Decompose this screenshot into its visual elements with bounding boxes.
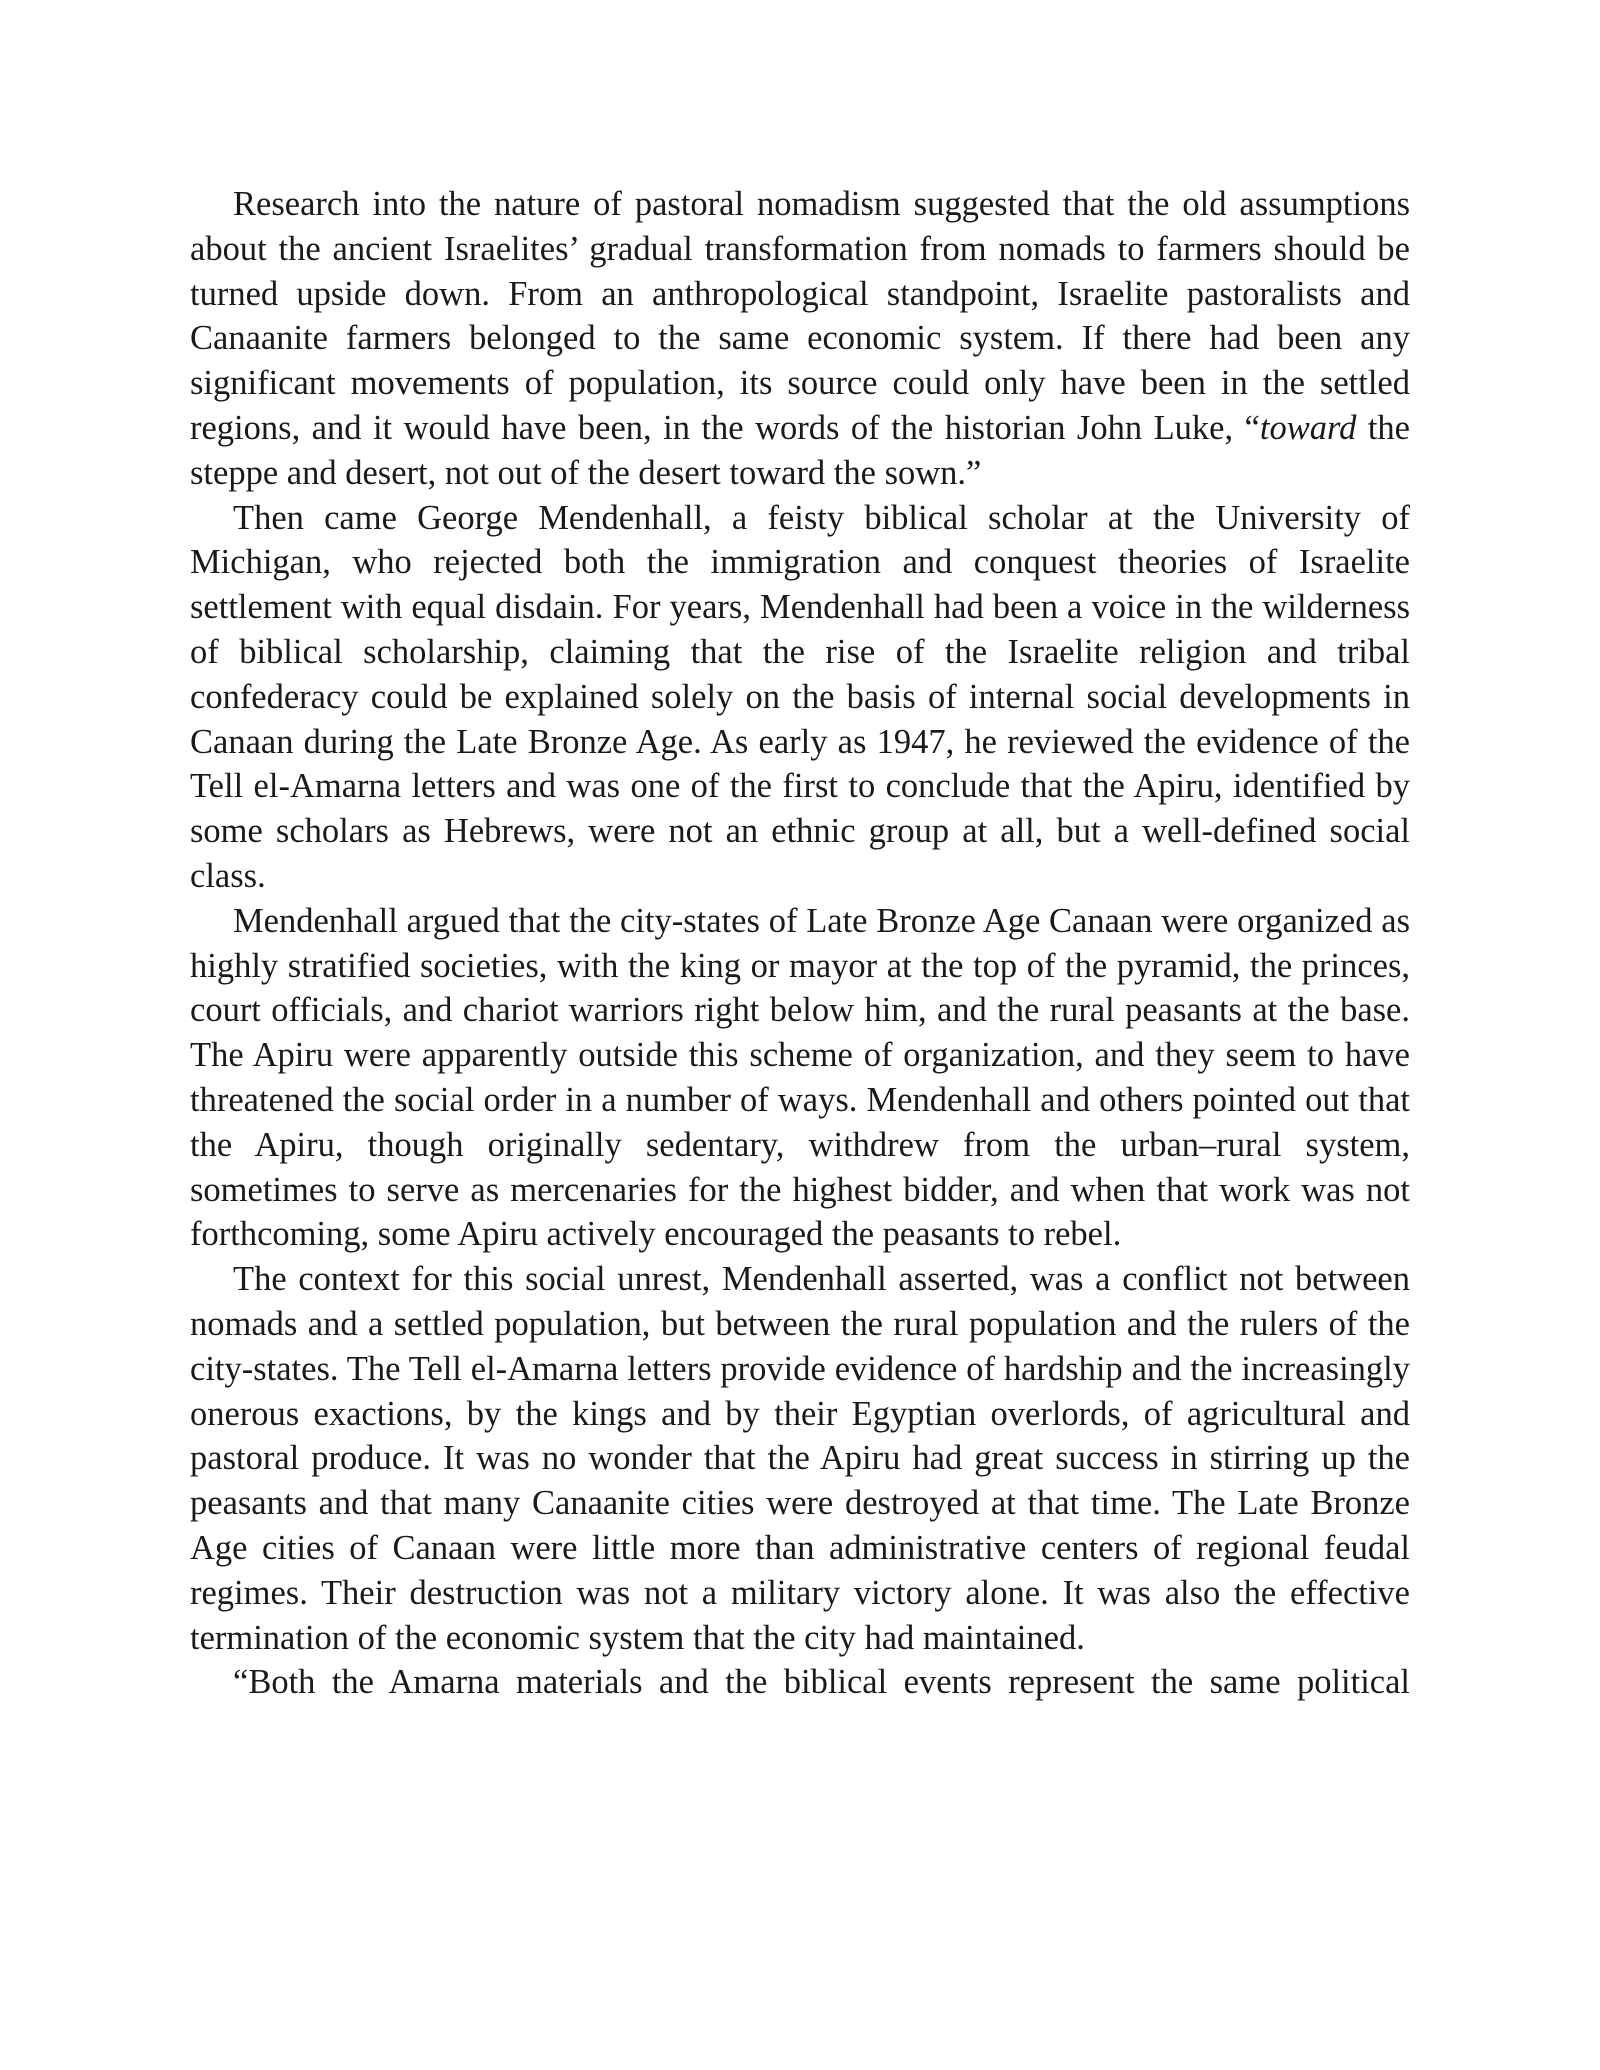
paragraph-3 (190, 899, 1410, 1257)
paragraph-5-text: “Both the Amarna materials and the biblical events represent the same political (233, 1663, 1410, 1702)
paragraph-2-text: Then came George Mendenhall, a feisty biblical scholar at the University of Michigan, who rejected both the immigration and conquest theories of Israelite settlement with equal disdain. For years, Mendenhall had been a voice in the wilderness of biblical scholarship, claiming that the rise of the Israelite religion and tribal confederacy could be explained solely on the basis of internal social developments in Canaan during the Late Bronze Age. As early as 1947, he reviewed the evidence of the Tell el-Amarna letters and was one of the first to conclude that the Apiru, identified by some scholars as Hebrews, were not an ethnic group at all, but a well-defined social class. (190, 498, 1410, 895)
paragraph-5 (190, 1660, 1410, 1705)
paragraph-1-text-b: the steppe and desert, not out of the desert toward the sown.” (190, 408, 1410, 492)
paragraph-4-text: The context for this social unrest, Mendenhall asserted, was a conflict not between nomads and a settled population, but between the rural population and the rulers of the city-states. The Tell el-Amarna letters provide evidence of hardship and the increasingly onerous exactions, by the kings and by their Egyptian overlords, of agricultural and pastoral produce. It was no wonder that the Apiru had great success in stirring up the peasants and that many Canaanite cities were destroyed at that time. The Late Bronze Age cities of Canaan were little more than administrative centers of regional feudal regimes. Their destruction was not a military victory alone. It was also the effective termination of the economic system that the city had maintained. (190, 1260, 1410, 1657)
paragraph-3-text: Mendenhall argued that the city-states of Late Bronze Age Canaan were organized as highly stratified societies, with the king or mayor at the top of the pyramid, the princes, court officials, and chariot warriors right below him, and the rural peasants at the base. The Apiru were apparently outside this scheme of organization, and they seem to have threatened the social order in a number of ways. Mendenhall and others pointed out that the Apiru, though originally sedentary, withdrew from the urban–rural system, sometimes to serve as mercenaries for the highest bidder, and when that work was not forthcoming, some Apiru actively encouraged the peasants to rebel. (190, 901, 1410, 1254)
paragraph-1 (190, 182, 1410, 496)
body-text (190, 182, 1410, 1705)
paragraph-4 (190, 1257, 1410, 1660)
paragraph-1-italic-word: toward (1259, 408, 1357, 447)
paragraph-2 (190, 496, 1410, 899)
paragraph-1-text-a: Research into the nature of pastoral nomadism suggested that the old assumptions about the ancient Israelites’ gradual transformation from nomads to farmers should be turned upside down. From an anthropological standpoint, Israelite pastoralists and Canaanite farmers belonged to the same economic system. If there had been any significant movements of population, its source could only have been in the settled regions, and it would have been, in the words of the historian John Luke, “ (190, 185, 1410, 447)
